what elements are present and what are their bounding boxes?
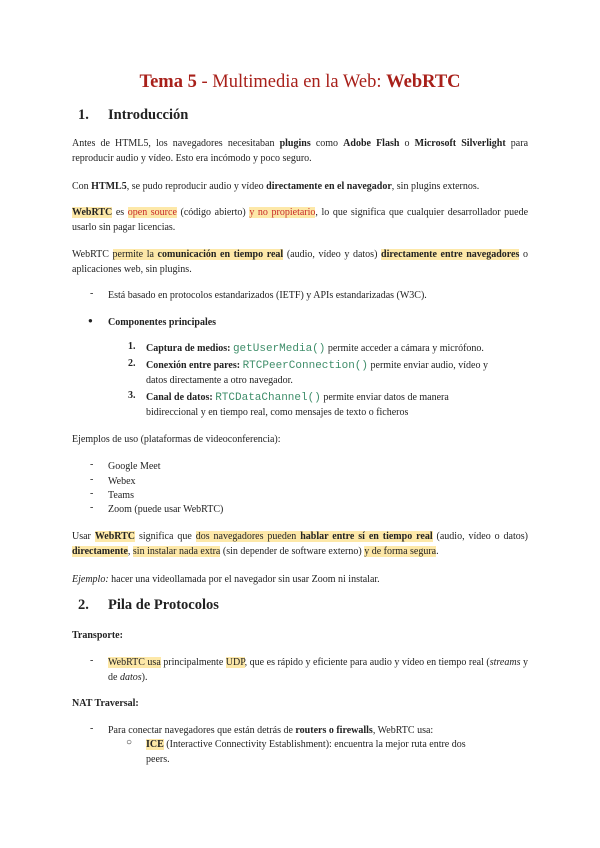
text: , sin plugins externos. [391,181,480,192]
text: Canal de datos: [146,392,213,403]
paragraph-realtime [72,247,528,277]
text: streams [489,657,521,668]
list-item [108,723,433,738]
text: Adobe Flash [343,138,400,149]
section-heading-introduccion [78,107,188,124]
text: HTML5 [91,181,127,192]
title-topic: Tema 5 [139,72,197,92]
highlight: directamente [72,546,128,557]
text: Usar [72,531,95,542]
text: bidireccional y en tiempo real, como mensajes de texto o ficheros [146,407,409,418]
text: como [310,138,344,149]
highlight: open source [127,207,177,218]
section-heading-pila-de-protocolos [78,597,219,614]
highlight: WebRTC usa [108,657,161,668]
list-number: 3. [128,390,136,401]
text: o [399,138,415,149]
text: datos directamente a otro navegador. [146,375,293,386]
text: (código abierto) [176,207,250,218]
dash-bullet: - [90,488,94,499]
paragraph-plugins [72,136,528,166]
code-snippet: getUserMedia() [232,343,326,355]
list-number: 1. [128,341,136,352]
text: principalmente [160,657,226,668]
circle-bullet: ○ [126,737,133,748]
text: Conexión entre pares: [146,360,241,371]
text: y de [108,657,528,683]
list-item: Webex [108,476,136,487]
text: significa que [135,531,196,542]
text: Captura de medios: [146,343,231,354]
list-item [146,390,528,406]
list-item: Google Meet [108,461,161,472]
list-item [146,358,528,374]
highlight: y no propietario [249,207,316,218]
text: plugins [279,138,311,149]
text: (audio, vídeo y datos) [283,249,382,260]
title-subtitle: - Multimedia en la Web: [196,72,387,92]
text: (sin depender de software externo) [220,546,365,557]
text: (audio, vídeo o datos) [432,531,528,542]
text: hacer una videollamada por el navegador sin usar Zoom ni instalar. [108,574,380,585]
code-snippet: RTCDataChannel() [215,392,321,404]
components-title: Componentes principales [108,317,217,328]
section-title: Introducción [108,107,189,123]
text: Para conectar navegadores que están detrás de [108,725,296,736]
list-item [108,655,528,685]
text: ). [141,672,148,683]
text: directamente en el navegador [266,181,392,192]
nat-title: NAT Traversal: [72,698,139,709]
text: o aplicaciones web, sin plugins. [72,249,528,275]
paragraph-summary [72,529,528,559]
highlight: permite la [112,249,158,260]
text: Microsoft Silverlight [414,138,506,149]
section-number: 2. [78,597,89,613]
text: permite acceder a cámara y micrófono. [325,343,484,354]
list-item: Zoom (puede usar WebRTC) [108,504,224,515]
section-number: 1. [78,107,89,123]
code-snippet: RTCPeerConnection() [242,360,368,372]
highlight: WebRTC [94,531,136,542]
text: para reproducir audio y vídeo. Esto era incómodo y poco seguro. [72,138,529,164]
section-title: Pila de Protocolos [108,597,219,613]
text: permite enviar audio, vídeo y [368,360,488,371]
list-number: 2. [128,358,136,369]
text: Con [72,181,92,192]
transport-title: Transporte: [72,630,123,641]
text: es [112,207,128,218]
text: , que es rápido y eficiente para audio y vídeo en tiempo real ( [244,657,490,668]
highlight: sin instalar nada extra [132,546,221,557]
dash-bullet: - [90,655,94,666]
paragraph-open-source [72,205,528,235]
list-item: Teams [108,490,134,501]
text: Ejemplo: [72,574,109,585]
text: permite enviar datos de manera [320,392,449,403]
list-item [146,737,528,752]
text: routers o firewalls [295,725,373,736]
text: , [127,546,133,557]
highlight: comunicación en tiempo real [157,249,284,260]
list-item: Está basado en protocolos estandarizados (IETF) y APIs estandarizadas (W3C). [108,290,427,301]
title-webrtc: WebRTC [386,72,461,92]
dash-bullet: - [90,288,94,299]
highlight: UDP [225,657,245,668]
dash-bullet: - [90,459,94,470]
highlight: WebRTC [72,207,113,218]
paragraph-html5 [72,179,528,194]
highlight: directamente entre navegadores [381,249,520,260]
text: , WebRTC usa: [372,725,434,736]
dash-bullet: - [90,474,94,485]
text: . [436,546,439,557]
dash-bullet: - [90,723,94,734]
text: (Interactive Connectivity Establishment): encuentra la mejor ruta entre dos [163,739,466,750]
text: WebRTC [72,249,113,260]
page-title [0,72,600,93]
text: peers. [146,754,170,765]
paragraph-example [72,572,528,587]
text: , lo que significa que cualquier desarrollador puede usarlo sin pagar licencias. [72,207,529,233]
highlight: ICE [146,739,164,750]
text: Antes de HTML5, los navegadores necesitaban [72,138,280,149]
highlight: dos navegadores pueden [195,531,301,542]
highlight: hablar entre sí en tiempo real [300,531,433,542]
examples-title: Ejemplos de uso (plataformas de videoconferencia): [72,434,281,445]
list-item [146,341,528,357]
dash-bullet: - [90,502,94,513]
highlight: y de forma segura [364,546,437,557]
text: , se pudo reproducir audio y vídeo [126,181,267,192]
dot-bullet: ● [88,316,93,325]
text: datos [119,672,142,683]
